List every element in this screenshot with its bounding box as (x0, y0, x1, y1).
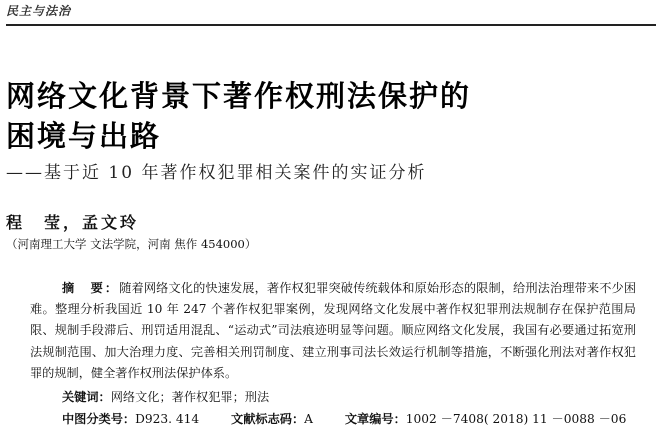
abstract (30, 278, 636, 384)
clc-number (62, 412, 199, 426)
title-line-1: 网络文化背景下著作权刑法保护的 (6, 79, 472, 113)
header-rule (6, 24, 656, 26)
title-line-2: 困境与出路 (6, 119, 162, 153)
abstract-text: 随着网络文化的快速发展，著作权犯罪突破传统载体和原始形态的限制，给刑法治理带来不少困难。整理分析我国近 10 年 247 个著作权犯罪案例，发现网络文化发展中著作权犯罪刑法规制存在保护范围局限、规制手段滞后、刑罚适用混乱、“运动式”司法痕迹明显等问题。顺应网络文化发展，我国有必要通过拓宽刑法规制范围、加大治理力度、完善相关刑罚制度、建立刑事司法长效运行机制等措施，不断强化刑法对著作权犯罪的规制，健全著作权刑法保护体系。 (30, 281, 637, 380)
article-meta (62, 410, 654, 427)
keywords-label: 关键词： (62, 390, 111, 404)
article-subtitle: ——基于近 10 年著作权犯罪相关案件的实证分析 (6, 163, 427, 183)
article-no-label: 文章编号： (344, 412, 406, 426)
document-code (231, 412, 313, 426)
article-no-value: 1002 －7408( 2018) 11 －0088 －06 (405, 412, 627, 426)
article-number (345, 412, 626, 426)
authors: 程 莹，孟文玲 (6, 213, 140, 232)
doc-code-value: A (304, 412, 313, 426)
clc-value: D923. 414 (135, 412, 200, 426)
running-header: 民主与法治 (6, 4, 72, 18)
doc-code-label: 文献标志码： (231, 412, 305, 426)
abstract-label: 摘 要： (62, 281, 120, 295)
clc-label: 中图分类号： (62, 412, 136, 426)
keywords (62, 388, 269, 405)
article-title (6, 76, 646, 156)
affiliation: （河南理工大学 文法学院，河南 焦作 454000） (6, 237, 257, 251)
keywords-value: 网络文化；著作权犯罪；刑法 (110, 390, 270, 404)
